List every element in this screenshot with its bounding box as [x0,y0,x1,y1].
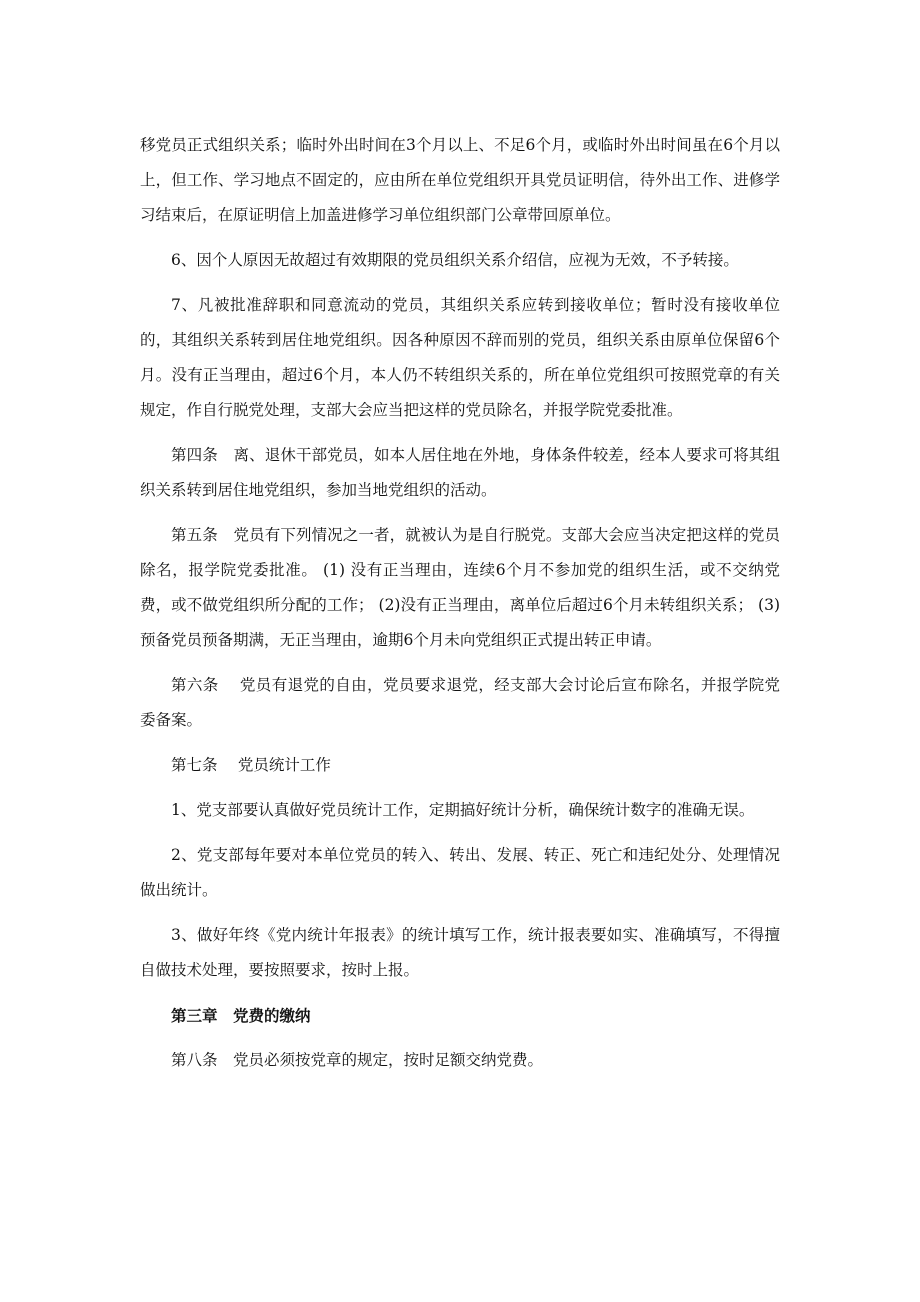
article-6: 第六条 党员有退党的自由，党员要求退党，经支部大会讨论后宣布除名，并报学院党委备案。 [140,676,780,729]
article-4: 第四条 离、退休干部党员，如本人居住地在外地，身体条件较差，经本人要求可将其组织关系转到居住地党组织，参加当地党组织的活动。 [140,446,780,499]
paragraph-item-7: 7、凡被批准辞职和同意流动的党员，其组织关系应转到接收单位；暂时没有接收单位的，其组织关系转到居住地党组织。因各种原因不辞而别的党员，组织关系由原单位保留6个月。没有正当理由，超过6个月，本人仍不转组织关系的，所在单位党组织可按照党章的有关规定，作自行脱党处理，支部大会应当把这样的党员除名，并报学院党委批准。 [140,296,780,419]
article-8: 第八条 党员必须按党章的规定，按时足额交纳党费。 [171,1051,544,1069]
article-5: 第五条 党员有下列情况之一者，就被认为是自行脱党。支部大会应当决定把这样的党员除名，报学院党委批准。 (1) 没有正当理由，连续6个月不参加党的组织生活，或不交纳党费，或不做党组织所分配的工作； (2)没有正当理由，离单位后超过6个月未转组织关系； (3)预备党员预备期满，无正当理由，逾期6个月未向党组织正式提出转正申请。 [140,526,780,649]
paragraph-item-6: 6、因个人原因无故超过有效期限的党员组织关系介绍信，应视为无效，不予转接。 [171,251,739,269]
article-7-item-2: 2、党支部每年要对本单位党员的转入、转出、发展、转正、死亡和违纪处分、处理情况做出统计。 [140,846,780,899]
article-7-item-1: 1、党支部要认真做好党员统计工作，定期搞好统计分析，确保统计数字的准确无误。 [171,801,755,819]
paragraph-continuation: 移党员正式组织关系；临时外出时间在3个月以上、不足6个月，或临时外出时间虽在6个月以上，但工作、学习地点不固定的，应由所在单位党组织开具党员证明信，待外出工作、进修学习结束后，在原证明信上加盖进修学习单位组织部门公章带回原单位。 [140,136,780,224]
article-7-item-3: 3、做好年终《党内统计年报表》的统计填写工作，统计报表要如实、准确填写，不得擅自做技术处理，要按照要求，按时上报。 [140,926,780,979]
article-7-title: 第七条 党员统计工作 [171,756,331,774]
chapter-3-heading: 第三章 党费的缴纳 [171,1006,311,1025]
